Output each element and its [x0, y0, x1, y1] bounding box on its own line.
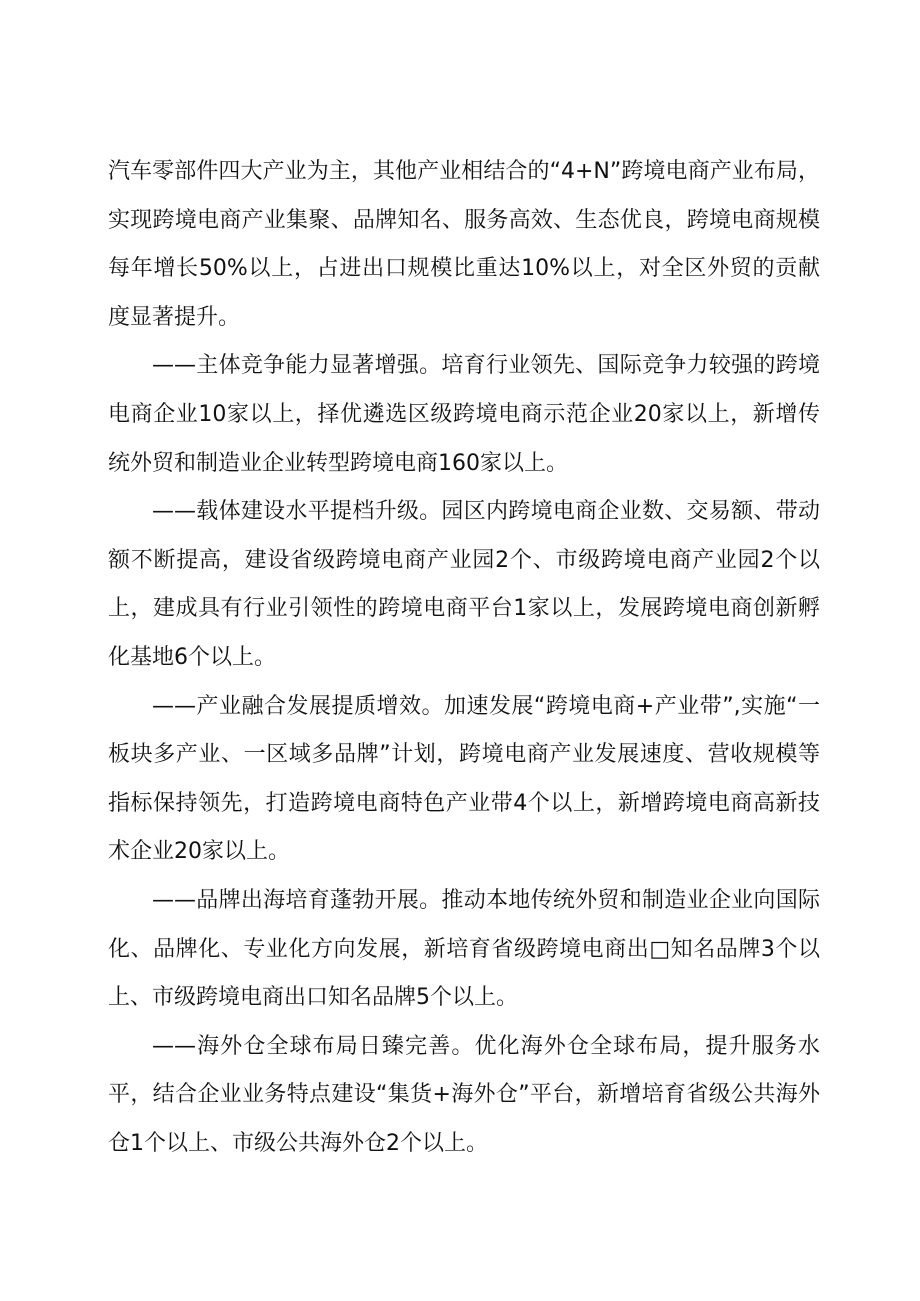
- document-body: [108, 148, 820, 1168]
- paragraph-overseas-warehouse: ——海外仓全球布局日臻完善。优化海外仓全球布局，提升服务水平，结合企业业务特点建设“集货+海外仓”平台，新增培育省级公共海外仓1个以上、市级公共海外仓2个以上。: [108, 1033, 820, 1156]
- paragraph-brand-overseas: ——品牌出海培育蓬勃开展。推动本地传统外贸和制造业企业向国际化、品牌化、专业化方向发展，新培育省级跨境电商出□知名品牌3个以上、市级跨境电商出口知名品牌5个以上。: [108, 887, 820, 1011]
- paragraph-industry-integration: ——产业融合发展提质增效。加速发展“跨境电商+产业带”,实施“一板块多产业、一区域多品牌”计划，跨境电商产业发展速度、营收规模等指标保持领先，打造跨境电商特色产业带4个以上，新增跨境电商高新技术企业20家以上。: [108, 693, 820, 865]
- paragraph-main-competitiveness: ——主体竞争能力显著增强。培育行业领先、国际竞争力较强的跨境电商企业10家以上，择优遴选区级跨境电商示范企业20家以上，新增传统外贸和制造业企业转型跨境电商160家以上。: [108, 353, 820, 476]
- paragraph-continuation: 汽车零部件四大产业为主，其他产业相结合的“4+N”跨境电商产业布局，实现跨境电商产业集聚、品牌知名、服务高效、生态优良，跨境电商规模每年增长50%以上，占进出口规模比重达10%以上，对全区外贸的贡献度显著提升。: [108, 159, 820, 330]
- paragraph-carrier-construction: ——载体建设水平提档升级。园区内跨境电商企业数、交易额、带动额不断提高，建设省级跨境电商产业园2个、市级跨境电商产业园2个以上，建成具有行业引领性的跨境电商平台1家以上，发展跨境电商创新孵化基地6个以上。: [108, 499, 820, 670]
